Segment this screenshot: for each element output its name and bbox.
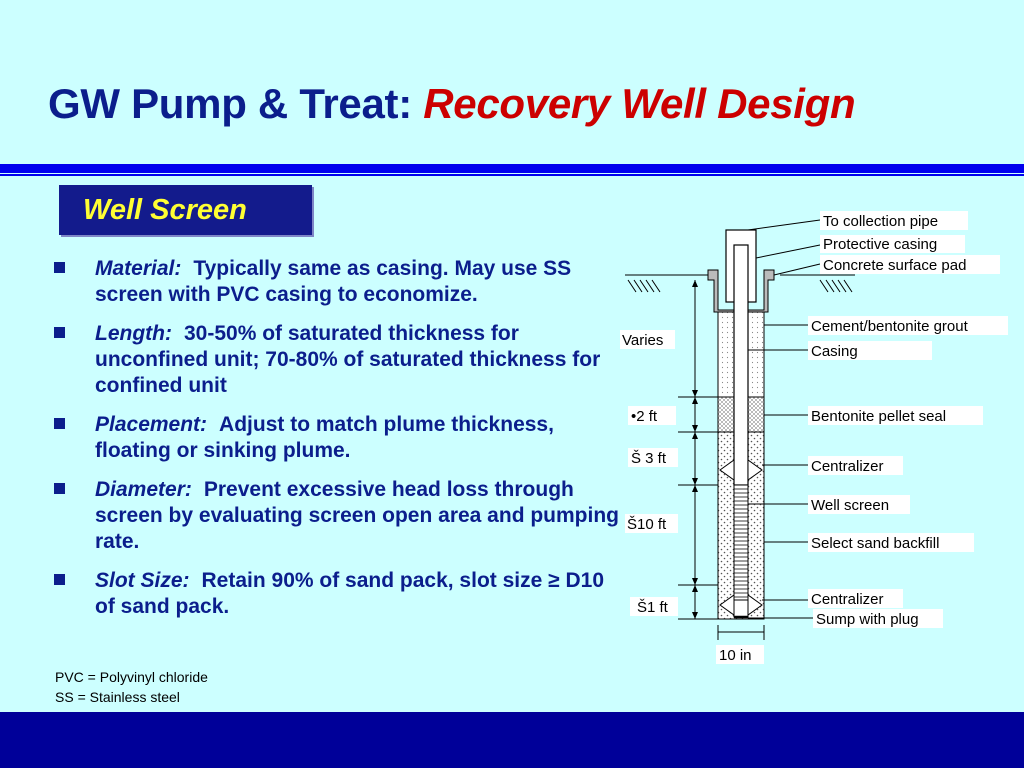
bullet-text: Prevent excessive head loss through screen by evaluating screen open area and pumping rate. (95, 478, 619, 553)
bullet-label: Slot Size: (95, 569, 190, 592)
title-rule-thick (0, 164, 1024, 173)
title-rule-thin (0, 174, 1024, 176)
bullet-length (52, 321, 622, 399)
bullet-text: Adjust to match plume thickness, floating or sinking plume. (95, 413, 554, 462)
bullet-square-icon (54, 327, 65, 338)
label-sand-backfill: Select sand backfill (811, 535, 940, 552)
bullet-square-icon (54, 418, 65, 429)
label-collection-pipe: To collection pipe (823, 213, 939, 230)
footnote-ss: SS = Stainless steel (55, 689, 180, 705)
bullet-label: Material: (95, 257, 182, 280)
bullet-label: Diameter: (95, 478, 192, 501)
bottom-band (0, 712, 1024, 768)
label-centralizer-top: Centralizer (811, 458, 884, 475)
dim-2ft: •2 ft (631, 408, 658, 425)
title-main: GW Pump & Treat: (48, 80, 412, 127)
bullet-slot-size (52, 568, 622, 620)
riser-casing (734, 245, 748, 485)
bullet-square-icon (54, 262, 65, 273)
bullet-placement (52, 412, 622, 464)
ground-hatch-left (628, 280, 660, 292)
label-sump: Sump with plug (816, 611, 919, 628)
bullet-square-icon (54, 574, 65, 585)
dim-10ft: Š10 ft (627, 516, 667, 533)
bullet-material (52, 256, 622, 308)
sump (734, 600, 748, 617)
bullet-diameter (52, 477, 622, 555)
label-protective-casing: Protective casing (823, 236, 938, 253)
label-grout: Cement/bentonite grout (811, 318, 968, 335)
well-diagram (600, 200, 1020, 670)
bullet-text: Typically same as casing. May use SS screen with PVC casing to economize. (95, 257, 572, 306)
dim-1ft: Š1 ft (637, 599, 668, 616)
ground-hatch-right (820, 280, 852, 292)
dim-varies: Varies (622, 332, 664, 349)
section-label: Well Screen (83, 194, 247, 226)
label-pellet-seal: Bentonite pellet seal (811, 408, 947, 425)
label-casing: Casing (811, 343, 858, 360)
bullet-label: Placement: (95, 413, 208, 436)
dim-diameter: 10 in (719, 647, 752, 664)
slide-title (48, 80, 855, 128)
section-label-box (59, 185, 312, 235)
bullet-square-icon (54, 483, 65, 494)
label-centralizer-bottom: Centralizer (811, 591, 884, 608)
title-highlight: Recovery Well Design (423, 80, 856, 127)
label-surface-pad: Concrete surface pad (823, 257, 967, 274)
bullet-label: Length: (95, 322, 172, 345)
dimension-ticks (678, 397, 718, 619)
screen-section (734, 485, 748, 600)
label-well-screen: Well screen (811, 497, 890, 514)
dim-3ft: Š 3 ft (631, 450, 667, 467)
bullet-list (52, 256, 622, 633)
bullet-text: 30-50% of saturated thickness for unconfined unit; 70-80% of saturated thickness for confined unit (95, 322, 601, 397)
footnote-pvc: PVC = Polyvinyl chloride (55, 669, 208, 685)
bullet-text: Retain 90% of sand pack, slot size ≥ D10 of sand pack. (95, 569, 605, 618)
